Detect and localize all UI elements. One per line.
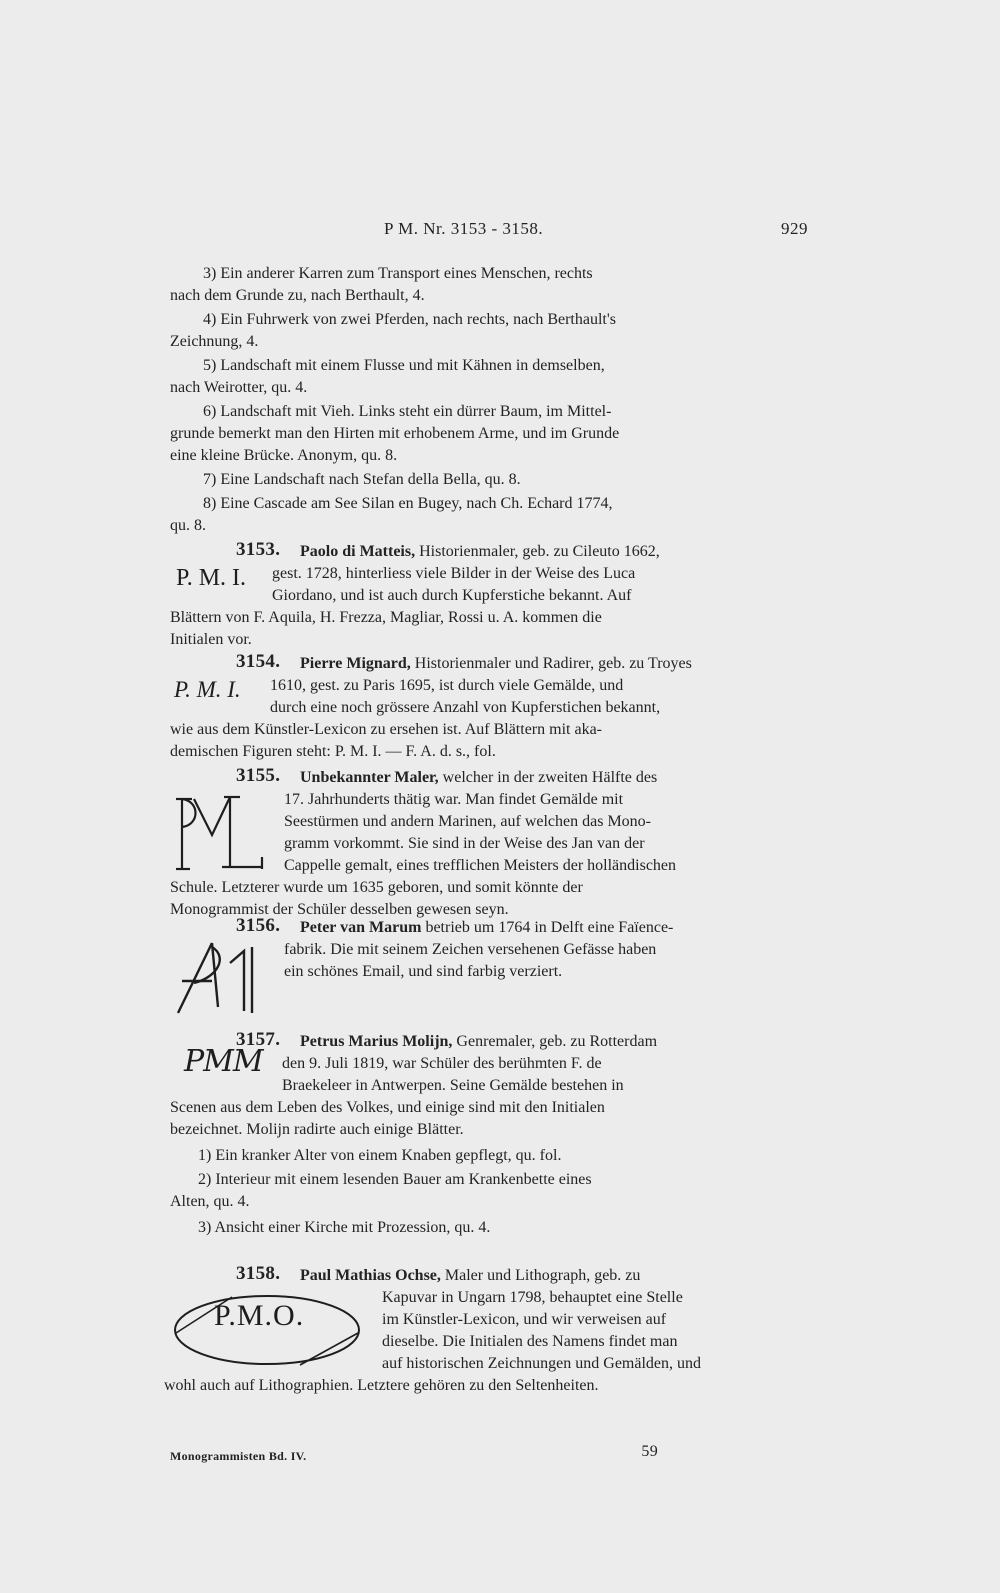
entry-3158: 3158. Paul Mathias Ochse, Maler und Lithograph, geb. zu P.M.O. Kapuvar in Ungarn 1798, behauptet eine Stelle im Künstler-Lexicon, und wir verweisen auf dieselbe. Die Initialen des Namens findet man auf historischen Zeichnungen und Gemälden, und wohl auch auf Lithographien. Letztere gehören zu den Seltenheiten. — [164, 1263, 702, 1394]
entry-name: Paul Mathias Ochse, — [300, 1267, 441, 1284]
entry-3155: 3155. Unbekannter Maler, welcher in der zweiten Hälfte des 17. Jahrhunderts thätig war. Man findet Gemälde mit Seestürmen und andern Marinen, auf welchen das Mono- gramm vorkommt. Sie sind in der Weise des Jan van der Cappelle gemalt, eines trefflichen Meisters der holländischen Schule. Letzterer wurde um 1635 geboren, und somit könnte der Monogrammist der Schüler desselben gewesen seyn. — [170, 765, 677, 918]
entry-name: Unbekannter Maler, — [300, 769, 439, 786]
entry-number: 3155. — [236, 765, 281, 786]
list-item: 3) Ein anderer Karren zum Transport eines Menschen, rechts nach dem Grunde zu, nach Berthault, 4. — [170, 265, 593, 304]
monogram-mark: P.M.O. — [214, 1299, 305, 1332]
list-item: 2) Interieur mit einem lesenden Bauer am Krankenbette eines — [198, 1171, 592, 1188]
list-item: 7) Eine Landschaft nach Stefan della Bella, qu. 8. — [203, 471, 521, 488]
page-number: 929 — [781, 219, 808, 238]
entry-name: Pierre Mignard, — [300, 655, 411, 672]
page-header — [170, 219, 810, 245]
entry-name: Peter van Marum — [300, 919, 422, 936]
entry-number: 3156. — [236, 915, 281, 936]
entry-3154: 3154. Pierre Mignard, Historienmaler und Radirer, geb. zu Troyes P. M. I. 1610, gest. zu Paris 1695, ist durch viele Gemälde, und durch eine noch grössere Anzahl von Kupferstichen bekannt, wie aus dem Künstler-Lexicon zu ersehen ist. Auf Blättern mit aka- demischen Figuren steht: P. M. I. — F. A. d. s., fol. — [170, 651, 692, 760]
list-item: 5) Landschaft mit einem Flusse und mit Kähnen in demselben, nach Weirotter, qu. 4. — [170, 357, 605, 396]
entry-number: 3157. — [236, 1029, 281, 1050]
gathering-signature: 59 — [641, 1443, 658, 1460]
entry-3156: 3156. Peter van Marum betrieb um 1764 in Delft eine Faïence- fabrik. Die mit seinem Zeichen versehenen Gefässe haben ein schönes Email, und sind farbig verziert. — [170, 917, 810, 983]
entry-3153: 3153. Paolo di Matteis, Historienmaler, geb. zu Cileuto 1662, P. M. I. gest. 1728, hinterliess viele Bilder in der Weise des Luca Giordano, und ist auch durch Kupferstiche bekannt. Auf Blättern von F. Aquila, H. Frezza, Magliar, Rossi u. A. kommen die Initialen vor. — [170, 539, 660, 648]
entry-3157: 3157. Petrus Marius Molijn, Genremaler, geb. zu Rotterdam PMM den 9. Juli 1819, war Schüler des berühmten F. de Braekeleer in Antwerpen. Seine Gemälde bestehen in Scenen aus dem Leben des Volkes, und einige sind mit den Initialen bezeichnet. Molijn radirte auch einige Blätter. 1) Ein kranker Alter von einem Knaben gepflegt, qu. fol. 2) Interieur mit einem lesenden Bauer am Krankenbette eines Alten, qu. 4. 3) Ansicht einer Kirche mit Prozession, qu. 4. — [170, 1031, 810, 1239]
list-item: 3) Ansicht einer Kirche mit Prozession, qu. 4. — [198, 1219, 491, 1236]
entry-number: 3153. — [236, 539, 281, 560]
running-head: P M. Nr. 3153 - 3158. — [384, 219, 544, 238]
list-item: 4) Ein Fuhrwerk von zwei Pferden, nach rechts, nach Berthault's Zeichnung, 4. — [170, 311, 616, 350]
entry-name: Petrus Marius Molijn, — [300, 1033, 453, 1050]
entry-name: Paolo di Matteis, — [300, 543, 416, 560]
page-footer — [170, 1443, 810, 1464]
footer-signature-line: Monogrammisten Bd. IV. — [170, 1449, 307, 1463]
list-item: 1) Ein kranker Alter von einem Knaben gepflegt, qu. fol. — [198, 1147, 562, 1164]
list-item: 6) Landschaft mit Vieh. Links steht ein dürrer Baum, im Mittel- grunde bemerkt man den Hirten mit erhobenem Arme, und im Grunde eine kleine Brücke. Anonym, qu. 8. — [170, 403, 620, 464]
monogram-mark: PMM — [184, 1044, 263, 1079]
monogram-mark: P. M. I. — [176, 565, 247, 591]
list-item: 8) Eine Cascade am See Silan en Bugey, nach Ch. Echard 1774, qu. 8. — [170, 495, 613, 534]
entry-number: 3158. — [236, 1263, 281, 1284]
entry-number: 3154. — [236, 651, 281, 672]
monogram-mark: P. M. I. — [174, 677, 241, 702]
